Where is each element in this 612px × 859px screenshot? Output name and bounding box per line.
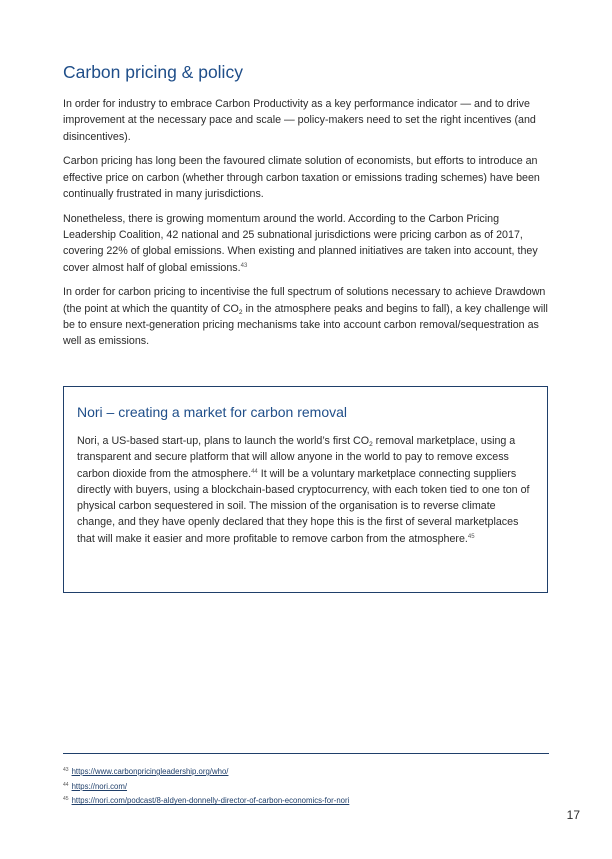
footnote-43 xyxy=(63,764,349,779)
paragraph-4-text-a: In order for carbon pricing to incentivise the full spectrum of solutions necessary to achieve Drawdown (the point at which the quantity of CO xyxy=(63,286,546,315)
case-co2-subscript: 2 xyxy=(369,441,373,448)
case-study-text xyxy=(77,433,533,547)
footnote-number: 45 xyxy=(63,796,69,803)
footnote-44 xyxy=(63,779,349,794)
footnote-number: 44 xyxy=(63,781,69,788)
footnote-link[interactable]: https://nori.com/podcast/8-aldyen-donnelly-director-of-carbon-economics-for-nori xyxy=(71,796,350,806)
footnotes xyxy=(63,764,349,808)
body-text xyxy=(63,96,551,358)
case-text-c: It will be a voluntary marketplace connecting suppliers directly with buyers, using a blockchain-based cryptocurrency, with each token tied to one ton of physical carbon sequestered in soil. The mission of the organisation is to reverse climate change, and they have openly declared that they hope this is the first of several marketplaces that will make it easier and more profitable to remove carbon from the atmosphere. xyxy=(77,467,530,545)
section-heading: Carbon pricing & policy xyxy=(63,62,243,82)
co2-subscript: 2 xyxy=(238,308,243,316)
case-study-title: Nori – creating a market for carbon removal xyxy=(77,404,347,420)
footnote-ref-45[interactable]: 45 xyxy=(467,533,475,540)
footnote-ref-44[interactable]: 44 xyxy=(251,468,258,475)
page-number: 17 xyxy=(566,808,580,822)
footnote-divider xyxy=(63,753,549,754)
footnote-link[interactable]: https://www.carbonpricingleadership.org/who/ xyxy=(71,767,229,776)
paragraph-3-text: Nonetheless, there is growing momentum around the world. According to the Carbon Pricing Leadership Coalition, 42 national and 25 subnational jurisdictions were pricing carbon as of 2017, covering 22% of global emissions. When existing and planned initiatives are taken into account, they cover almost half of global emissions. xyxy=(63,212,538,274)
paragraph-4-text-b: in the atmosphere peaks and begins to fall), a key challenge will be to ensure next-generation pricing mechanisms take into account carbon removal/sequestration as well as emissions. xyxy=(63,302,548,348)
paragraph-3 xyxy=(63,211,551,276)
paragraph-4 xyxy=(63,284,551,349)
paragraph-2: Carbon pricing has long been the favoured climate solution of economists, but efforts to introduce an effective price on carbon (whether through carbon taxation or emissions trading schemes) have been continually frustrated in many jurisdictions. xyxy=(63,155,540,200)
footnote-number: 43 xyxy=(63,767,69,773)
footnote-link[interactable]: https://nori.com/ xyxy=(71,781,128,791)
case-study-box xyxy=(63,386,548,593)
case-text-a: Nori, a US-based start-up, plans to launch the world’s first CO xyxy=(77,435,370,447)
footnote-ref-43[interactable]: 43 xyxy=(240,262,248,269)
footnote-45 xyxy=(63,793,349,808)
paragraph-1: In order for industry to embrace Carbon Productivity as a key performance indicator — and to drive improvement at the necessary pace and scale — policy-makers need to set the right incentives (and disincentives). xyxy=(63,98,536,143)
case-text-b: removal marketplace, using a transparent and secure platform that will allow anyone in the world to pay to remove excess carbon dioxide from the atmosphere. xyxy=(77,435,516,480)
